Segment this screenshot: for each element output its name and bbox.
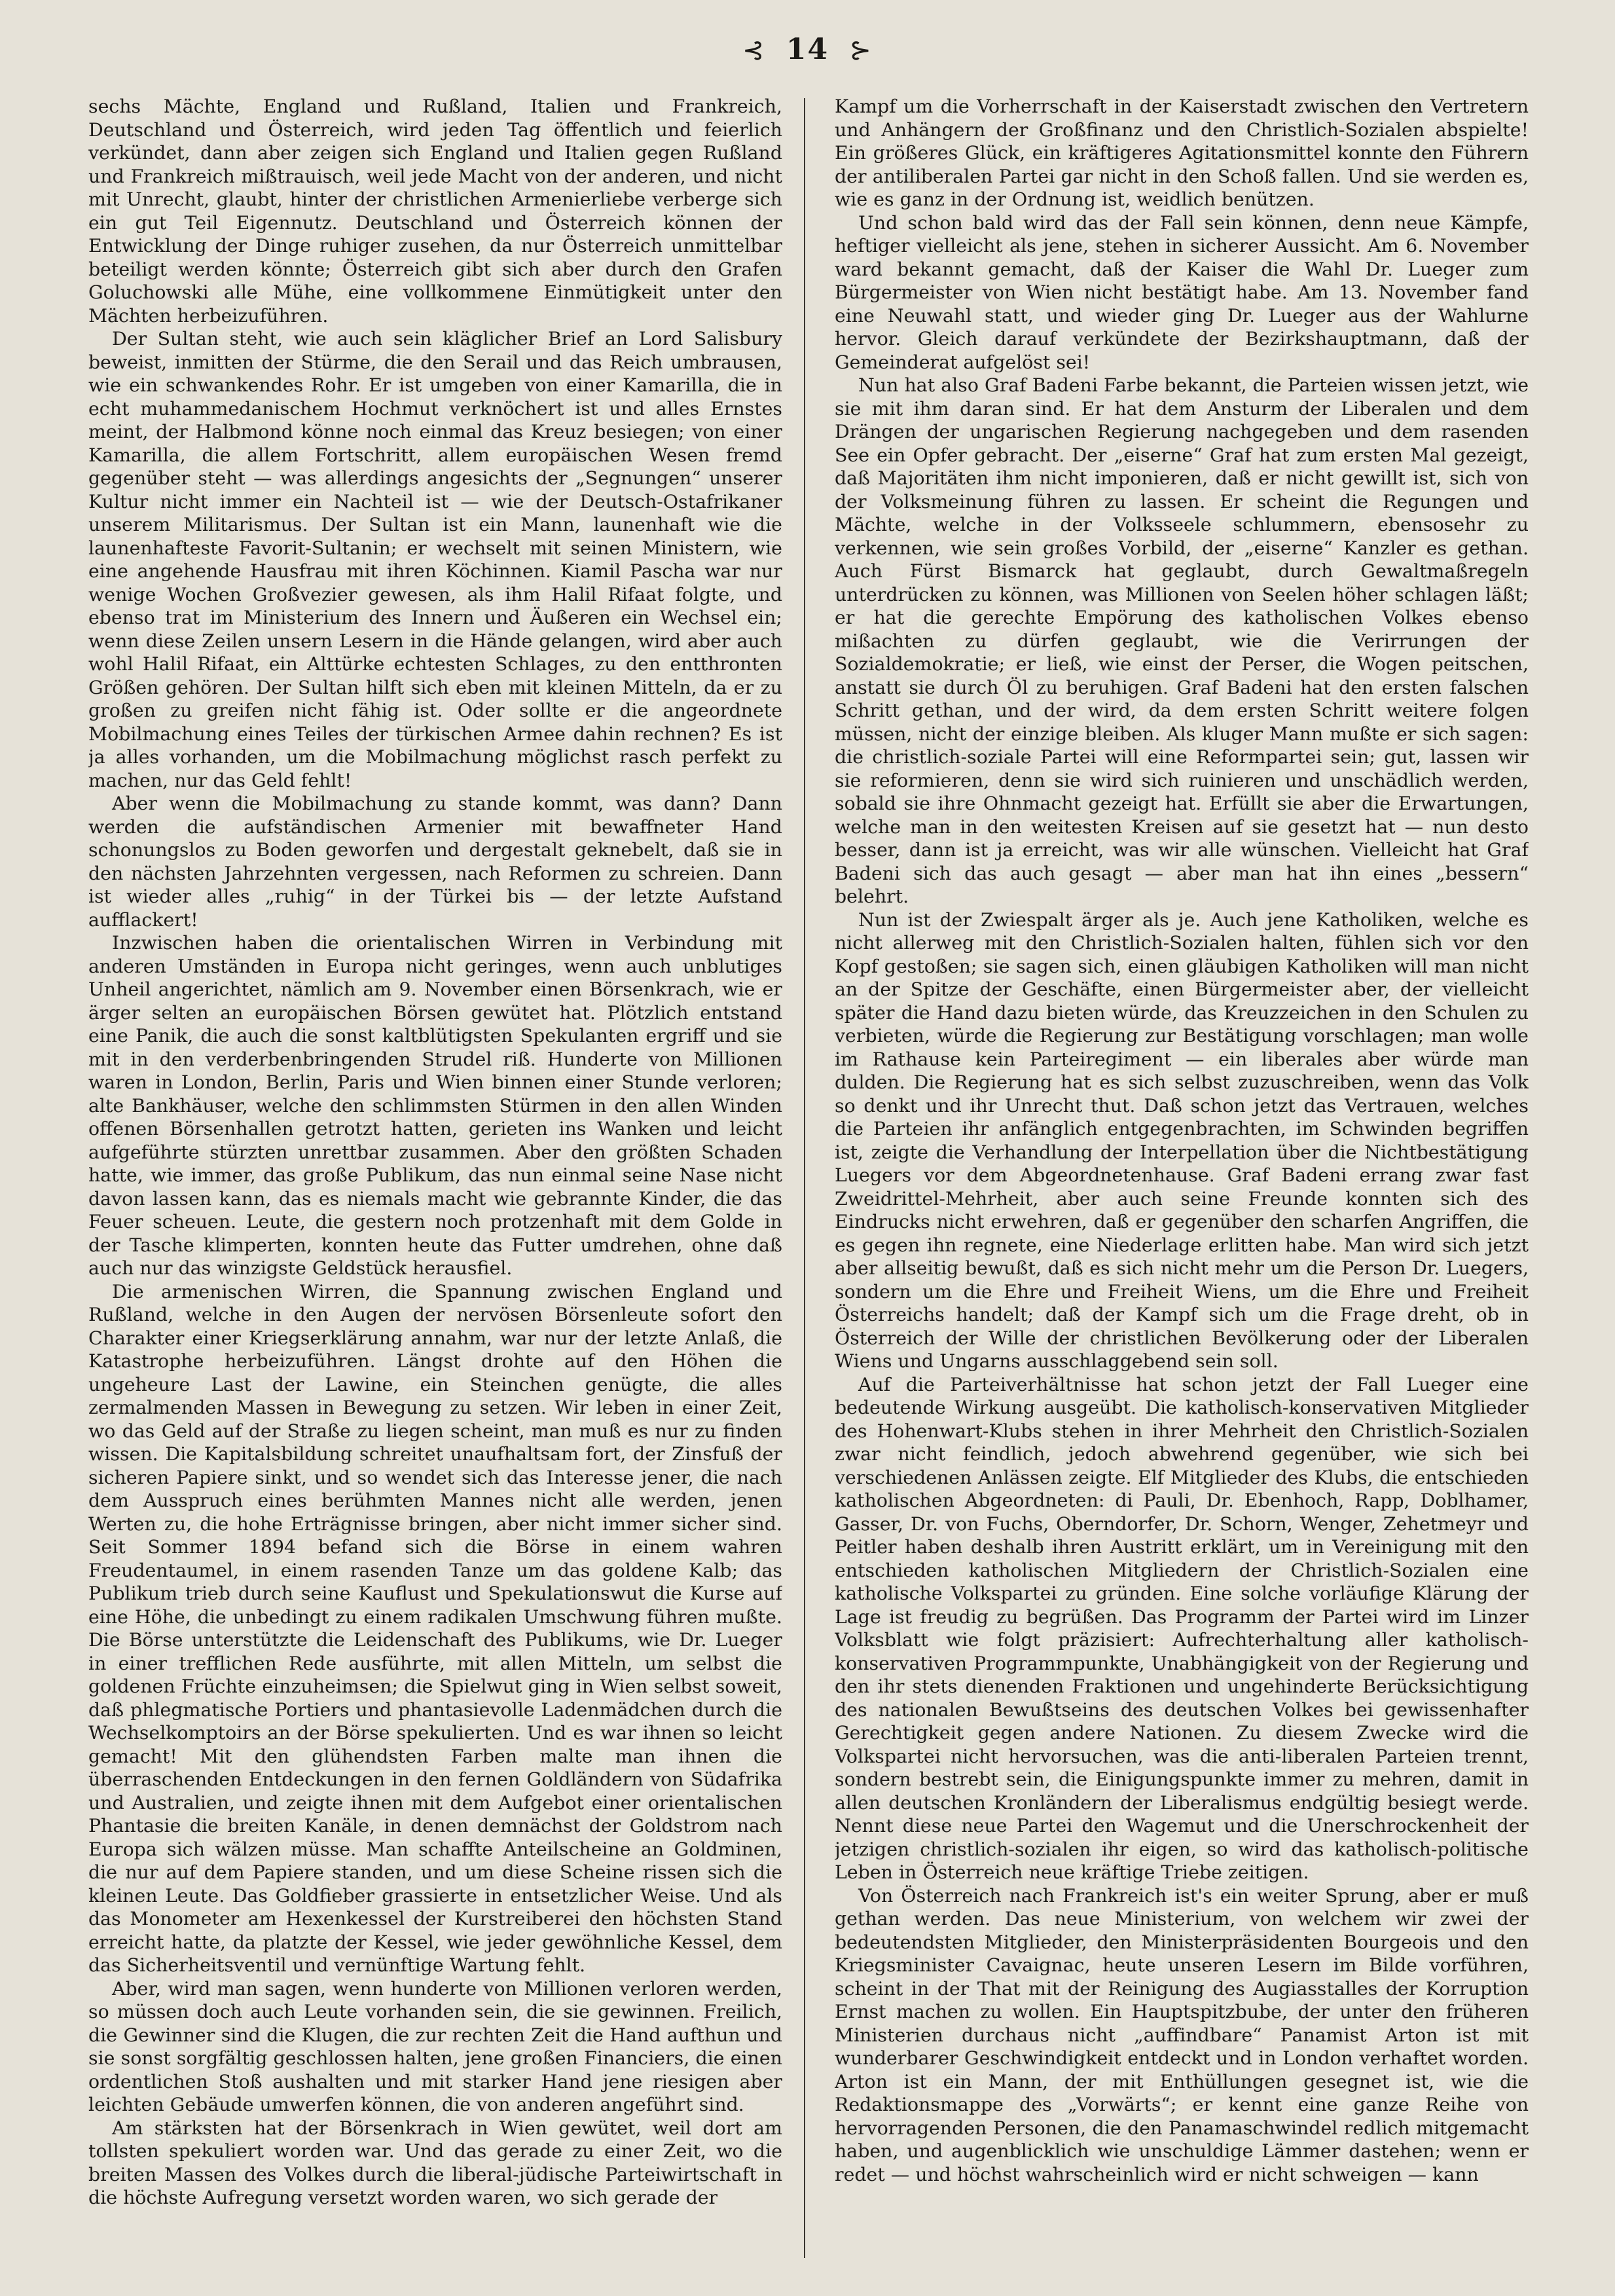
left-column — [88, 95, 782, 2274]
paragraph: sechs Mächte, England und Rußland, Italien und Frankreich, Deutschland und Österreich, wird jeden Tag öffentlich und feierlich verkündet, dann aber zeigen sich England und Italien gegen Rußland und Frankreich mißtrauisch, weil jede Macht von der anderen, und nicht mit Unrecht, glaubt, hinter der christlichen Armenierliebe verberge sich ein gut Teil Eigennutz. Deutschland und Österreich können der Entwicklung der Dinge ruhiger zusehen, da nur Österreich unmittelbar beteiligt werden könnte; Österreich gibt sich aber durch den Grafen Goluchowski alle Mühe, eine vollkommene Einmütigkeit unter den Mächten herbeizuführen. — [88, 96, 782, 327]
right-column — [835, 95, 1529, 2274]
paragraph: Nun hat also Graf Badeni Farbe bekannt, die Parteien wissen jetzt, wie sie mit ihm daran sind. Er hat dem Ansturm der Liberalen und dem Drängen der ungarischen Regierung nachgegeben und dem rasenden See ein Opfer gebracht. Der „eiserne“ Graf hat zum ersten Mal gezeigt, daß Majoritäten ihm nicht imponieren, daß er nicht gewillt ist, sich von der Volksmeinung führen zu lassen. Er scheint die Regungen und Mächte, welche in der Volksseele schlummern, ebensosehr zu verkennen, wie sein großes Vorbild, der „eiserne“ Kanzler es gethan. Auch Fürst Bismarck hat geglaubt, durch Gewaltmaßregeln unterdrücken zu können, was Millionen von Seelen höher schlagen läßt; er hat die gerechte Empörung des katholischen Volkes ebenso mißachten zu dürfen geglaubt, wie die Verirrungen der Sozialdemokratie; er ließ, wie einst der Perser, die Wogen peitschen, anstatt sie durch Öl zu beruhigen. Graf Badeni hat den ersten falschen Schritt gethan, und der wird, da dem ersten Schritt weitere folgen müssen, nicht der einzige bleiben. Als kluger Mann mußte er sich sagen: die christlich-soziale Partei will eine Reformpartei sein; gut, lassen wir sie reformieren, denn sie wird sich ruinieren und unschädlich werden, sobald sie ihre Ohnmacht gezeigt hat. Erfüllt sie aber die Erwartungen, welche man in den weitesten Kreisen auf sie gesetzt hat — nun desto besser, dann ist ja erreicht, was wir alle wünschen. Vielleicht hat Graf Badeni sich das auch gesagt — aber man hat ihn eines „bessern“ belehrt. — [835, 374, 1529, 907]
paragraph: Und schon bald wird das der Fall sein können, denn neue Kämpfe, heftiger vielleicht als jene, stehen in sicherer Aussicht. Am 6. November ward bekannt gemacht, daß der Kaiser die Wahl Dr. Lueger zum Bürgermeister von Wien nicht bestätigt habe. Am 13. November fand eine Neuwahl statt, und wieder ging Dr. Lueger aus der Wahlurne hervor. Gleich darauf verkündete der Bezirkshauptmann, daß der Gemeinderat aufgelöst sei! — [835, 211, 1529, 373]
paragraph: Aber wenn die Mobilmachung zu stande kommt, was dann? Dann werden die aufständischen Armenier mit bewaffneter Hand schonungslos zu Boden geworfen und dergestalt geknebelt, daß sie in den nächsten Jahrzehnten vergessen, nach Reformen zu schreien. Dann ist wieder alles „ruhig“ in der Türkei bis — der letzte Aufstand aufflackert! — [88, 793, 782, 931]
column-divider — [804, 98, 805, 2258]
paragraph: Von Österreich nach Frankreich ist's ein weiter Sprung, aber er muß gethan werden. Das neue Ministerium, von welchem wir zwei der bedeutendsten Mitglieder, den Ministerpräsidenten Bourgeois und den Kriegsminister Cavaignac, heute unseren Lesern im Bilde vorführen, scheint in der That mit der Reinigung des Augiasstalles der Korruption Ernst machen zu wollen. Ein Hauptspitzbube, der unter den früheren Ministerien durchaus nicht „auffindbare“ Panamist Arton ist mit wunderbarer Geschwindigkeit entdeckt und in London verhaftet worden. Arton ist ein Mann, der mit Enthüllungen gesegnet ist, wie die Redaktionsmappe des „Vorwärts“; er kennt eine ganze Reihe von hervorragenden Personen, die den Panamaschwindel redlich mitgemacht haben, und augenblicklich wie unschuldige Lämmer dastehen; wenn er redet — und höchst wahrscheinlich wird er nicht schweigen — kann — [835, 1884, 1529, 2185]
paragraph: Nun ist der Zwiespalt ärger als je. Auch jene Katholiken, welche es nicht allerweg mit den Christlich-Sozialen halten, fühlen sich vor den Kopf gestoßen; sie sagen sich, einen gläubigen Katholiken will man nicht an der Spitze der Geschäfte, einen Bürgermeister aber, der vielleicht später die Hand dazu bieten würde, das Kreuzzeichen in den Schulen zu verbieten, würde die Regierung zur Bestätigung vorschlagen; man wolle im Rathause kein Parteiregiment — ein liberales aber würde man dulden. Die Regierung hat es sich selbst zuzuschreiben, wenn das Volk so denkt und ihr Unrecht thut. Daß schon jetzt das Vertrauen, welches die Parteien ihr anfänglich entgegenbrachten, im Schwinden begriffen ist, zeigte die Verhandlung der Interpellation über die Nichtbestätigung Luegers vor dem Abgeordnetenhause. Graf Badeni errang zwar fast Zweidrittel-Mehrheit, aber auch seine Freunde konnten sich des Eindrucks nicht erwehren, daß er gegenüber den scharfen Angriffen, die es gegen ihn regnete, eine Niederlage erlitten habe. Man wird sich jetzt aber allseitig bewußt, daß es sich nicht mehr um die Person Dr. Luegers, sondern um die Ehre und Freiheit Wiens, um die Ehre und Freiheit Österreichs handelt; daß der Kampf sich um die Frage dreht, ob in Österreich der Wille der christlichen Bevölkerung oder der Liberalen Wiens und Ungarns ausschlaggebend sein soll. — [835, 908, 1529, 1372]
paragraph: Kampf um die Vorherrschaft in der Kaiserstadt zwischen den Vertretern und Anhängern der Großfinanz und den Christlich-Sozialen abspielte! Ein größeres Glück, ein kräftigeres Agitationsmittel konnte den Führern der antiliberalen Partei gar nicht in den Schoß fallen. Und sie werden es, wie es ganz in der Ordnung ist, weidlich benützen. — [835, 96, 1529, 210]
paragraph: Aber, wird man sagen, wenn hunderte von Millionen verloren werden, so müssen doch auch Leute vorhanden sein, die sie gewinnen. Freilich, die Gewinner sind die Klugen, die zur rechten Zeit die Hand aufthun und sie sonst sorgfältig geschlossen halten, jene großen Financiers, die einen ordentlichen Stoß aushalten und mit starker Hand jene riesigen aber leichten Gebäude umwerfen können, die von anderen angeführt sind. — [88, 1977, 782, 2115]
ornament-left-icon: ⊰ — [742, 35, 766, 65]
paragraph: Die armenischen Wirren, die Spannung zwischen England und Rußland, welche in den Augen der nervösen Börsenleute sofort den Charakter einer Kriegserklärung annahm, war nur der letzte Anlaß, die Katastrophe herbeizuführen. Längst drohte auf den Höhen die ungeheure Last der Lawine, ein Steinchen genügte, die alles zermalmenden Massen in Bewegung zu setzen. Wir leben in einer Zeit, wo das Geld auf der Straße zu liegen scheint, man muß es nur zu finden wissen. Die Kapitalsbildung schreitet unaufhaltsam fort, der Zinsfuß der sicheren Papiere sinkt, und so wendet sich das Interesse jener, die nach dem Ausspruch eines berühmten Mannes nicht alle werden, jenen Werten zu, die hohe Erträgnisse bringen, aber nicht immer sicher sind. Seit Sommer 1894 befand sich die Börse in einem wahren Freudentaumel, in einem rasenden Tanze um das goldene Kalb; das Publikum trieb durch seine Kauflust und Spekulationswut die Kurse auf eine Höhe, die unbedingt zu einem radikalen Umschwung führen mußte. Die Börse unterstützte die Leidenschaft des Publikums, wie Dr. Lueger in einer trefflichen Rede ausführte, mit allen Mitteln, um selbst die goldenen Früchte einzuheimsen; die Spielwut ging in Wien selbst soweit, daß phlegmatische Portiers und phantasievolle Ladenmädchen durch die Wechselkomptoirs an der Börse spekulierten. Und es war ihnen so leicht gemacht! Mit den glühendsten Farben malte man ihnen die überraschenden Entdeckungen in den fernen Goldländern von Südafrika und Australien, und zeigte ihnen mit dem Aufgebot einer orientalischen Phantasie die breiten Kanäle, in denen demnächst der Goldstrom nach Europa sich wälzen müsse. Man schaffte Anteilscheine an Goldminen, die nur auf dem Papiere standen, und um diese Scheine rissen sich die kleinen Leute. Das Goldfieber grassierte in entsetzlicher Weise. Und als das Monometer am Hexenkessel der Kurstreiberei den höchsten Stand erreicht hatte, da platzte der Kessel, wie jeder gewöhnliche Kessel, dem das Sicherheitsventil und vernünftige Wartung fehlt. — [88, 1280, 782, 1976]
page-number: 14 — [786, 33, 829, 66]
paragraph: Auf die Parteiverhältnisse hat schon jetzt der Fall Lueger eine bedeutende Wirkung ausgeübt. Die katholisch-konservativen Mitglieder des Hohenwart-Klubs stehen in ihrer Mehrheit den Christlich-Sozialen zwar nicht feindlich, jedoch abwehrend gegenüber, wie sich bei verschiedenen Anlässen zeigte. Elf Mitglieder des Klubs, die entschieden katholischen Abgeordneten: di Pauli, Dr. Ebenhoch, Rapp, Doblhamer, Gasser, Dr. von Fuchs, Oberndorfer, Dr. Schorn, Wenger, Zehetmeyr und Peitler haben deshalb ihren Austritt erklärt, um in Vereinigung mit den entschieden katholischen Mitgliedern der Christlich-Sozialen eine katholische Volkspartei zu gründen. Eine solche vorläufige Klärung der Lage ist freudig zu begrüßen. Das Programm der Partei wird im Linzer Volksblatt wie folgt präzisiert: Aufrechterhaltung aller katholisch-konservativen Programmpunkte, Unabhängigkeit von der Regierung und den ihr stets dienenden Fraktionen und ungehinderte Berücksichtigung des nationalen Bewußtseins des deutschen Volkes bei gewissenhafter Gerechtigkeit gegen andere Nationen. Zu diesem Zwecke wird die Volkspartei nicht hervorsuchen, was die anti-liberalen Parteien trennt, sondern bestrebt sein, die Einigungspunkte immer zu mehren, damit in allen deutschen Kronländern der Liberalismus endgültig besiegt werde. Nennt diese neue Partei den Wagemut und die Unerschrockenheit der jetzigen christlich-sozialen ihr eigen, so wird das katholisch-politische Leben in Österreich neue kräftige Triebe zeitigen. — [835, 1373, 1529, 1883]
paragraph: Inzwischen haben die orientalischen Wirren in Verbindung mit anderen Umständen in Europa nicht geringes, wenn auch unblutiges Unheil angerichtet, nämlich am 9. November einen Börsenkrach, wie er ärger selten an europäischen Börsen gewütet hat. Plötzlich entstand eine Panik, die auch die sonst kaltblütigsten Spekulanten ergriff und sie mit in den verderbenbringenden Strudel riß. Hunderte von Millionen waren in London, Berlin, Paris und Wien binnen einer Stunde verloren; alte Bankhäuser, welche den schlimmsten Stürmen in den allen Winden offenen Börsenhallen getrotzt hatten, gerieten ins Wanken und leicht aufgeführte stürzten unrettbar zusammen. Aber den größten Schaden hatte, wie immer, das große Publikum, das nun einmal seine Nase nicht davon lassen kann, das es niemals macht wie gebrannte Kinder, die das Feuer scheuen. Leute, die gestern noch protzenhaft mit dem Golde in der Tasche klimperten, konnten heute das Futter umdrehen, ohne daß auch nur das winzigste Geldstück herausfiel. — [88, 932, 782, 1279]
paragraph: Am stärksten hat der Börsenkrach in Wien gewütet, weil dort am tollsten spekuliert worden war. Und das gerade zu einer Zeit, wo die breiten Massen des Volkes durch die liberal-jüdische Parteiwirtschaft in die höchste Aufregung versetzt worden waren, wo sich gerade der — [88, 2117, 782, 2208]
paragraph: Der Sultan steht, wie auch sein kläglicher Brief an Lord Salisbury beweist, inmitten der Stürme, die den Serail und das Reich umbrausen, wie ein schwankendes Rohr. Er ist umgeben von einer Kamarilla, die in echt muhammedanischem Hochmut verknöchert ist und alles Ernstes meint, der Halbmond könne noch einmal das Kreuz besiegen; von einer Kamarilla, die allem Fortschritt, allem europäischen Wesen fremd gegenüber steht — was allerdings angesichts der „Segnungen“ unserer Kultur nicht immer ein Nachteil ist — wie der Deutsch-Ostafrikaner unserem Militarismus. Der Sultan ist ein Mann, launenhaft wie die launenhafteste Favorit-Sultanin; er wechselt mit seinen Ministern, wie eine angehende Hausfrau mit ihren Köchinnen. Kiamil Pascha war nur wenige Wochen Großvezier gewesen, als ihm Halil Rifaat folgte, und ebenso trat im Ministerium des Innern und Äußeren ein Wechsel ein; wenn diese Zeilen unsern Lesern in die Hände gelangen, wird aber auch wohl Halil Rifaat, ein Alttürke echtesten Schlages, zu den entthronten Größen gehören. Der Sultan hilft sich eben mit kleinen Mitteln, da er zu großen zu greifen nicht fähig ist. Oder sollte er die angeordnete Mobilmachung eines Teiles der türkischen Armee dahin rechnen? Es ist ja alles vorhanden, um die Mobilmachung möglichst rasch perfekt zu machen, nur das Geld fehlt! — [88, 328, 782, 791]
page-header — [0, 33, 1615, 66]
ornament-right-icon: ⊱ — [849, 35, 873, 65]
